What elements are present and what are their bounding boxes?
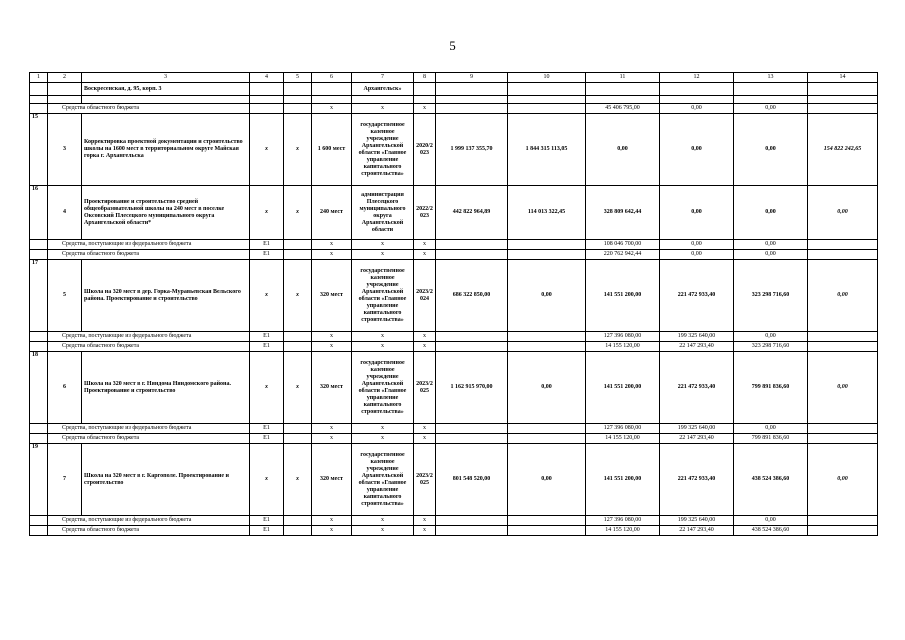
fund-label: Средства областного бюджета [48, 526, 250, 536]
fund-col7-cell: x [352, 342, 414, 352]
fund-col7-cell: x [352, 434, 414, 444]
fund-label: Средства областного бюджета [48, 434, 250, 444]
fund-col8-cell: x [414, 342, 436, 352]
fund-col6-cell: x [312, 516, 352, 526]
fund-col12-cell: 22 147 293,40 [660, 434, 734, 444]
fund-col12-cell: 0,00 [660, 250, 734, 260]
item-col12-cell: 221 472 933,40 [660, 444, 734, 516]
fund-row [30, 526, 878, 536]
fund-label: Средства областного бюджета [48, 104, 250, 114]
fund-col12-cell: 199 325 640,00 [660, 516, 734, 526]
item-number-cell: 6 [48, 352, 82, 424]
fund-code-cell: Е1 [250, 342, 284, 352]
column-number-7: 7 [352, 73, 414, 83]
fund-col13-cell: 438 524 386,60 [734, 526, 808, 536]
item-executor-cell: администрация Плесецкого муниципального округа Архангельской области [352, 186, 414, 240]
fund-col12-cell: 0,00 [660, 240, 734, 250]
fund-col6-cell: x [312, 332, 352, 342]
item-period-cell: 2020/2 023 [414, 114, 436, 186]
item-name-cell: Школа на 320 мест в дер. Горка-Муравьевская Вельского района. Проектирование и строительство [82, 260, 250, 332]
continuation-fund-row: Средства областного бюджета x x x 45 406 795,00 0,00 0,00 [30, 104, 878, 114]
fund-col13-cell: 0,00 [734, 516, 808, 526]
fund-col8-cell: x [414, 434, 436, 444]
page-number: 5 [449, 38, 456, 53]
continuation-address-row [30, 83, 878, 96]
item-col10-cell: 0,00 [508, 352, 586, 424]
fund-col7-cell: x [352, 332, 414, 342]
item-col12-cell: 0,00 [660, 186, 734, 240]
item-col13-cell: 0,00 [734, 186, 808, 240]
column-number-11: 11 [586, 73, 660, 83]
column-number-1: 1 [30, 73, 48, 83]
fund-col13-cell: 0,00 [734, 332, 808, 342]
item-col4-cell: x [250, 114, 284, 186]
fund-row [30, 342, 878, 352]
item-col5-cell: x [284, 260, 312, 332]
item-capacity-cell: 1 600 мест [312, 114, 352, 186]
fund-code-cell: Е1 [250, 424, 284, 434]
item-col9-cell: 801 548 520,00 [436, 444, 508, 516]
fund-code-cell: Е1 [250, 250, 284, 260]
fund-col12-cell: 199 325 640,00 [660, 424, 734, 434]
item-col14-cell: 0,00 [808, 260, 878, 332]
item-col9-cell: 1 999 137 355,70 [436, 114, 508, 186]
fund-label: Средства, поступающие из федерального бюджета [48, 424, 250, 434]
fund-row [30, 516, 878, 526]
fund-col7-cell: x [352, 250, 414, 260]
fund-col7-cell: x [352, 516, 414, 526]
fund-col13-cell: 799 891 836,60 [734, 434, 808, 444]
item-period-cell: 2023/2 024 [414, 260, 436, 332]
item-row [30, 186, 878, 240]
fund-col11-cell: 14 155 120,00 [586, 342, 660, 352]
item-period-cell: 2023/2 025 [414, 444, 436, 516]
fund-col6-cell: x [312, 250, 352, 260]
fund-col12-cell: 22 147 293,40 [660, 526, 734, 536]
fund-col6-cell: x [312, 526, 352, 536]
fund-code-cell: Е1 [250, 526, 284, 536]
item-col13-cell: 438 524 386,60 [734, 444, 808, 516]
fund-col12-cell: 22 147 293,40 [660, 342, 734, 352]
fund-col11-cell: 14 155 120,00 [586, 434, 660, 444]
item-col10-cell: 114 013 322,45 [508, 186, 586, 240]
table-body [30, 73, 878, 536]
fund-label: Средства, поступающие из федерального бюджета [48, 332, 250, 342]
fund-label: Средства, поступающие из федерального бюджета [48, 516, 250, 526]
fund-label: Средства областного бюджета [48, 250, 250, 260]
item-col11-cell: 0,00 [586, 114, 660, 186]
item-period-cell: 2022/2 023 [414, 186, 436, 240]
item-executor-cell: государственное казенное учреждение Архангельской области «Главное управление капитального строительства» [352, 444, 414, 516]
fund-col6-cell: x [312, 434, 352, 444]
column-number-12: 12 [660, 73, 734, 83]
column-number-4: 4 [250, 73, 284, 83]
item-col11-cell: 141 551 200,00 [586, 260, 660, 332]
fund-code-cell: Е1 [250, 240, 284, 250]
fund-col11-cell: 127 396 080,00 [586, 332, 660, 342]
item-col14-cell: 0,00 [808, 186, 878, 240]
fund-label: Средства, поступающие из федерального бюджета [48, 240, 250, 250]
item-capacity-cell: 320 мест [312, 444, 352, 516]
row-number-cell: 18 [30, 352, 48, 424]
item-col4-cell: x [250, 260, 284, 332]
column-number-13: 13 [734, 73, 808, 83]
item-row [30, 444, 878, 516]
item-col4-cell: x [250, 352, 284, 424]
item-capacity-cell: 320 мест [312, 352, 352, 424]
item-col13-cell: 0,00 [734, 114, 808, 186]
row-number-cell: 17 [30, 260, 48, 332]
fund-col7-cell: x [352, 240, 414, 250]
item-col5-cell: x [284, 186, 312, 240]
item-number-cell: 3 [48, 114, 82, 186]
fund-code-cell: Е1 [250, 434, 284, 444]
column-number-9: 9 [436, 73, 508, 83]
fund-col6-cell: x [312, 342, 352, 352]
item-executor-cell: государственное казенное учреждение Архангельской области «Главное управление капитального строительства» [352, 260, 414, 332]
fund-col8-cell: x [414, 240, 436, 250]
fund-col11-cell: 127 396 080,00 [586, 516, 660, 526]
item-col13-cell: 323 298 716,60 [734, 260, 808, 332]
item-col5-cell: x [284, 444, 312, 516]
item-name-cell: Корректировка проектной документации и строительство школы на 1600 мест в территориальном округе Майская горка г. Архангельска [82, 114, 250, 186]
item-col10-cell: 0,00 [508, 260, 586, 332]
item-number-cell: 7 [48, 444, 82, 516]
fund-col8-cell: x [414, 526, 436, 536]
item-col14-cell: 0,00 [808, 444, 878, 516]
budget-table [29, 72, 878, 536]
item-col11-cell: 328 809 642,44 [586, 186, 660, 240]
item-col9-cell: 1 162 915 970,00 [436, 352, 508, 424]
item-col14-cell: 0,00 [808, 352, 878, 424]
fund-row [30, 240, 878, 250]
item-row [30, 352, 878, 424]
column-number-10: 10 [508, 73, 586, 83]
column-number-3: 3 [82, 73, 250, 83]
item-executor-cell: государственное казенное учреждение Архангельской области «Главное управление капитального строительства» [352, 114, 414, 186]
executor-tail-cell: Архангельск» [352, 83, 414, 96]
fund-col12-cell: 199 325 640,00 [660, 332, 734, 342]
fund-col11-cell: 220 762 942,44 [586, 250, 660, 260]
fund-col7-cell: x [352, 526, 414, 536]
fund-row [30, 332, 878, 342]
item-col12-cell: 0,00 [660, 114, 734, 186]
item-executor-cell: государственное казенное учреждение Архангельской области «Главное управление капитального строительства» [352, 352, 414, 424]
item-col13-cell: 799 891 836,60 [734, 352, 808, 424]
column-number-14: 14 [808, 73, 878, 83]
item-col10-cell: 0,00 [508, 444, 586, 516]
fund-col13-cell: 323 298 716,60 [734, 342, 808, 352]
item-capacity-cell: 240 мест [312, 186, 352, 240]
item-col9-cell: 442 822 964,89 [436, 186, 508, 240]
address-cell: Воскресенская, д. 95, корп. 3 [82, 83, 250, 96]
fund-col8-cell: x [414, 516, 436, 526]
item-col12-cell: 221 472 933,40 [660, 352, 734, 424]
item-col5-cell: x [284, 114, 312, 186]
item-col12-cell: 221 472 933,40 [660, 260, 734, 332]
item-col5-cell: x [284, 352, 312, 424]
item-name-cell: Школа на 320 мест в г. Няндома Няндомского района. Проектирование и строительство [82, 352, 250, 424]
item-row [30, 260, 878, 332]
fund-col11-cell: 108 046 700,00 [586, 240, 660, 250]
fund-col13-cell: 0,00 [734, 424, 808, 434]
fund-code-cell: Е1 [250, 332, 284, 342]
item-period-cell: 2023/2 025 [414, 352, 436, 424]
item-number-cell: 4 [48, 186, 82, 240]
item-col14-cell: 154 822 242,65 [808, 114, 878, 186]
fund-col6-cell: x [312, 424, 352, 434]
fund-row [30, 424, 878, 434]
item-number-cell: 5 [48, 260, 82, 332]
fund-col13-cell: 0,00 [734, 250, 808, 260]
row-number-cell: 16 [30, 186, 48, 240]
row-number-cell: 19 [30, 444, 48, 516]
column-number-2: 2 [48, 73, 82, 83]
fund-col8-cell: x [414, 424, 436, 434]
item-name-cell: Проектирование и строительство средней общеобразовательной школы на 240 мест в поселке Оксовский Плесецкого муниципального округа Архангельской области* [82, 186, 250, 240]
fund-col7-cell: x [352, 424, 414, 434]
fund-row [30, 434, 878, 444]
item-row [30, 114, 878, 186]
item-col9-cell: 686 322 850,00 [436, 260, 508, 332]
item-col10-cell: 1 844 315 113,05 [508, 114, 586, 186]
fund-col6-cell: x [312, 240, 352, 250]
fund-col13-cell: 0,00 [734, 240, 808, 250]
fund-col11-cell: 127 396 080,00 [586, 424, 660, 434]
column-number-5: 5 [284, 73, 312, 83]
fund-label: Средства областного бюджета [48, 342, 250, 352]
item-col4-cell: x [250, 444, 284, 516]
item-col4-cell: x [250, 186, 284, 240]
fund-col11-cell: 14 155 120,00 [586, 526, 660, 536]
column-number-row [30, 73, 878, 83]
row-number-cell: 15 [30, 114, 48, 186]
column-number-8: 8 [414, 73, 436, 83]
column-number-6: 6 [312, 73, 352, 83]
item-col11-cell: 141 551 200,00 [586, 444, 660, 516]
fund-code-cell: Е1 [250, 516, 284, 526]
fund-col8-cell: x [414, 332, 436, 342]
item-col11-cell: 141 551 200,00 [586, 352, 660, 424]
fund-row [30, 250, 878, 260]
item-name-cell: Школа на 320 мест в г. Каргополе. Проектирование и строительство [82, 444, 250, 516]
fund-col8-cell: x [414, 250, 436, 260]
item-capacity-cell: 320 мест [312, 260, 352, 332]
